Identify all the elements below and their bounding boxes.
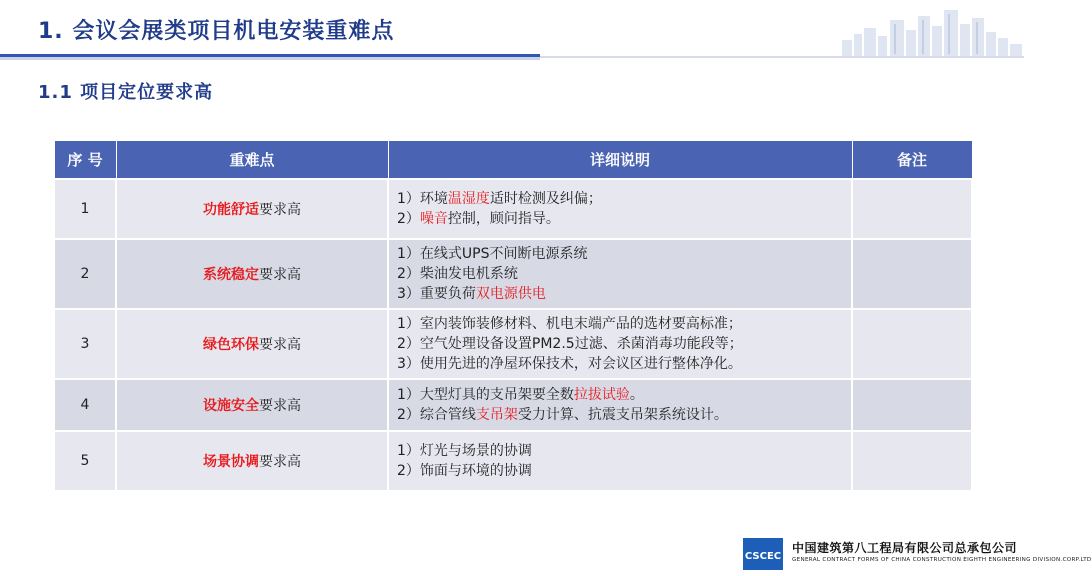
detail-text: 2）柴油发电机系统 [397, 265, 518, 282]
column-header-detail: 详细说明 [388, 141, 852, 179]
detail-keyword: 双电源供电 [475, 285, 546, 302]
difficulty-point [116, 431, 388, 491]
table-header-row [54, 141, 972, 179]
detail-line [397, 405, 851, 425]
detail-text: 2） [397, 210, 420, 227]
detail-text: 3）使用先进的净屋环保技术，对会议区进行整体净化。 [397, 355, 742, 372]
column-header-point: 重难点 [116, 141, 388, 179]
detail-cell [388, 431, 852, 491]
point-suffix: 要求高 [259, 453, 301, 470]
table-row [54, 309, 972, 379]
point-suffix: 要求高 [259, 266, 301, 283]
point-highlight: 场景协调 [203, 453, 259, 470]
row-number: 3 [54, 309, 116, 379]
city-skyline-graphic [838, 6, 1024, 58]
detail-line [397, 461, 851, 481]
note-cell [852, 379, 972, 431]
difficulty-point [116, 179, 388, 239]
detail-cell [388, 379, 852, 431]
table-row [54, 431, 972, 491]
detail-text: 2）综合管线 [397, 406, 476, 423]
detail-text: 3）重要负荷 [397, 285, 476, 302]
detail-line [397, 385, 851, 405]
detail-text: 1）在线式UPS不间断电源系统 [397, 245, 588, 262]
detail-cell [388, 239, 852, 309]
detail-text: 2）空气处理设备设置PM2.5过滤、杀菌消毒功能段等； [397, 335, 743, 352]
note-cell [852, 179, 972, 239]
detail-cell [388, 309, 852, 379]
difficulty-table [53, 140, 973, 492]
row-number: 4 [54, 379, 116, 431]
detail-text: 1）环境 [397, 190, 448, 207]
point-highlight: 功能舒适 [203, 201, 259, 218]
detail-line [397, 354, 851, 374]
difficulty-point [116, 239, 388, 309]
difficulty-point [116, 379, 388, 431]
detail-keyword: 噪音 [419, 210, 448, 227]
title-underline-light [540, 56, 1024, 58]
detail-line [397, 314, 851, 334]
detail-line [397, 284, 851, 304]
detail-line [397, 441, 851, 461]
company-name-en: GENERAL CONTRACT FORMS OF CHINA CONSTRUCTION EIGHTH ENGINEERING DIVISION.CORP.LTD [792, 557, 1092, 563]
point-highlight: 系统稳定 [203, 266, 259, 283]
slide-title: 1. 会议会展类项目机电安装重难点 [38, 19, 395, 44]
detail-text: 2）饰面与环境的协调 [397, 462, 532, 479]
detail-line [397, 244, 851, 264]
company-logo-text: CSCEC [744, 551, 782, 562]
column-header-no: 序 号 [54, 141, 116, 179]
company-logo [743, 538, 783, 570]
detail-keyword: 拉拔试验 [573, 386, 630, 403]
note-cell [852, 239, 972, 309]
detail-keyword: 温湿度 [447, 190, 490, 207]
detail-text: 受力计算、抗震支吊架系统设计。 [517, 406, 728, 423]
detail-cell [388, 179, 852, 239]
detail-line [397, 264, 851, 284]
point-suffix: 要求高 [259, 397, 301, 414]
detail-line [397, 334, 851, 354]
row-number: 5 [54, 431, 116, 491]
point-highlight: 设施安全 [203, 397, 259, 414]
note-cell [852, 309, 972, 379]
point-suffix: 要求高 [259, 201, 301, 218]
detail-line [397, 209, 851, 229]
column-header-note: 备注 [852, 141, 972, 179]
detail-text: 1）室内装饰装修材料、机电末端产品的选材要高标准； [397, 315, 742, 332]
table-row [54, 179, 972, 239]
difficulty-point [116, 309, 388, 379]
detail-text: 1）灯光与场景的协调 [397, 442, 532, 459]
title-underline [0, 54, 540, 60]
table-row [54, 239, 972, 309]
row-number: 1 [54, 179, 116, 239]
note-cell [852, 431, 972, 491]
detail-text: 适时检测及纠偏； [489, 190, 602, 207]
company-name-cn: 中国建筑第八工程局有限公司总承包公司 [792, 541, 1018, 555]
detail-text: 控制，顾问指导。 [447, 210, 560, 227]
section-subtitle: 1.1 项目定位要求高 [38, 82, 214, 103]
row-number: 2 [54, 239, 116, 309]
detail-line [397, 189, 851, 209]
table-row [54, 379, 972, 431]
detail-text: 。 [629, 386, 644, 403]
detail-text: 1）大型灯具的支吊架要全数 [397, 386, 574, 403]
point-highlight: 绿色环保 [203, 336, 259, 353]
detail-keyword: 支吊架 [475, 406, 518, 423]
point-suffix: 要求高 [259, 336, 301, 353]
